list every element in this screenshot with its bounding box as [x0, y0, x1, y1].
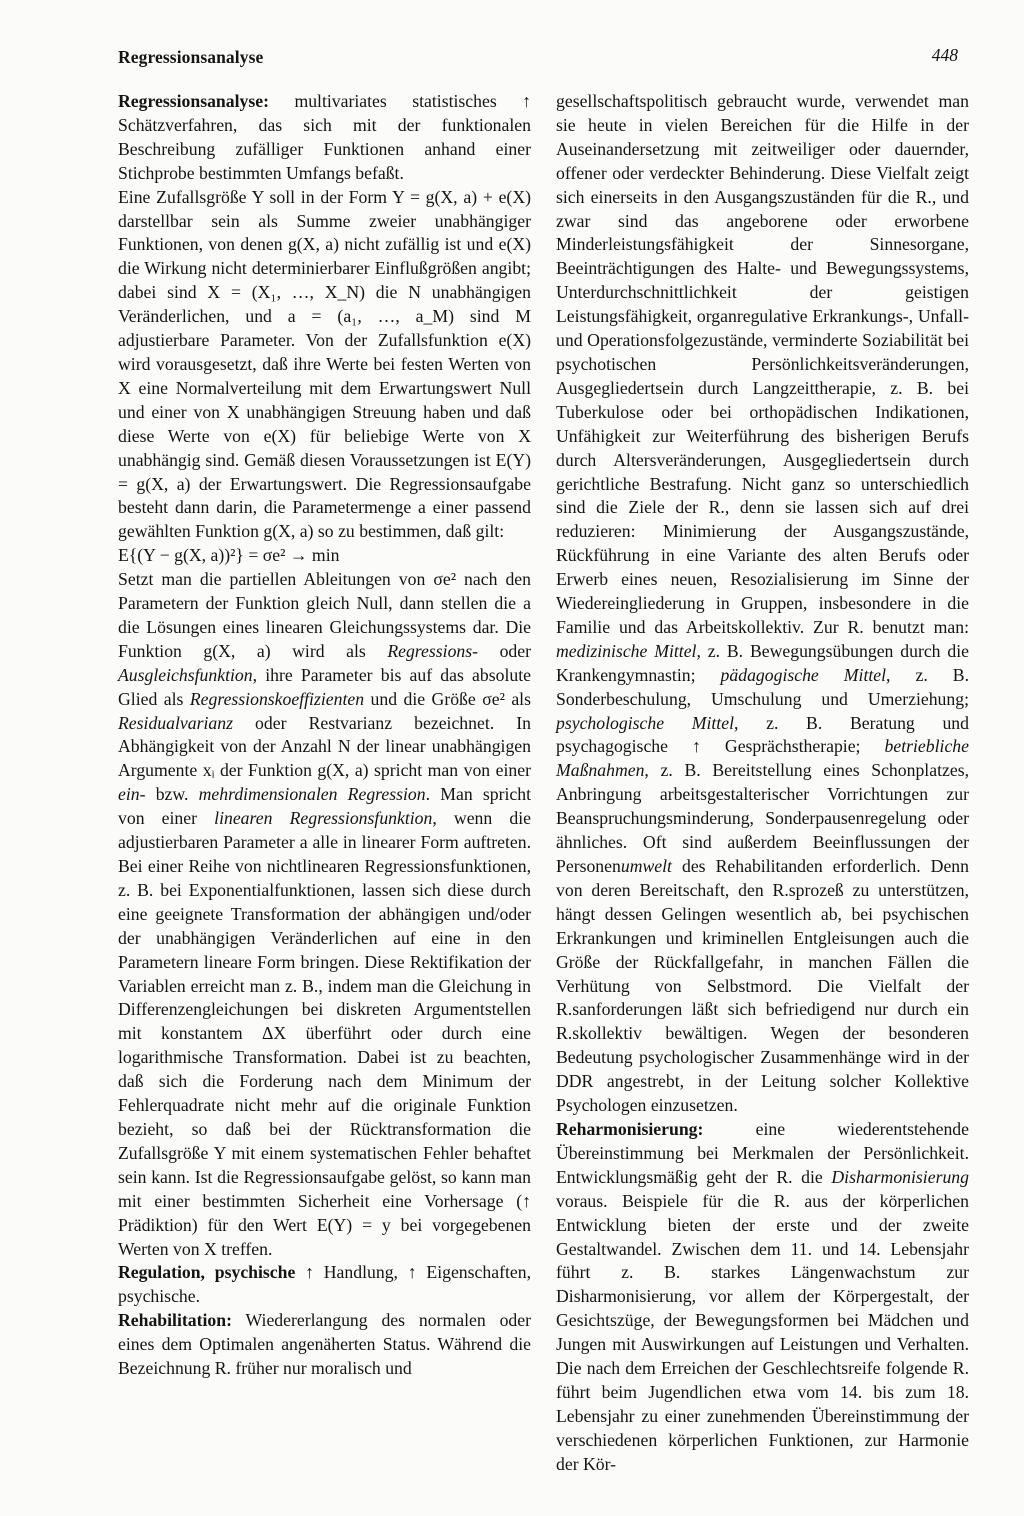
italic-term: Regressionskoeffizienten: [189, 688, 365, 709]
text-run: , z. B. Beratung und psychagogische ↑ Gesprächstherapie;: [556, 712, 969, 757]
italic-term: mehrdimensionalen Regression: [198, 784, 426, 805]
text-run: oder Restvarianz bezeichnet. In Abhängigkeit von der Anzahl N der linear unabhängigen Argumente xᵢ der Funktion g(X, a) spricht man von einer: [118, 712, 531, 781]
italic-term: pädagogische Mittel: [720, 664, 887, 685]
italic-term: umwelt: [620, 856, 672, 876]
text-run: des Rehabilitanden erforderlich. Denn von deren Bereitschaft, den R.sprozeß zu unterstützen, hängt dessen Gelingen wesentlich ab, bei psychischen Erkrankungen und kriminellen Entgleisungen auch die Größe der Rückfallgefahr, in manchen Fällen die Verhütung von Selbstmord. Die Vielfalt der R.sanforderungen läßt sich befriedigend nur durch ein R.skollektiv bewältigen. Wegen der besonderen Bedeutung psychologischer Zusammenhänge wird in der DDR angestrebt, in der Leitung solcher Kollektive Psychologen einzusetzen.: [556, 856, 969, 1116]
entry-term: Regressionsanalyse:: [118, 91, 269, 111]
entry-text: multivariates statistisches ↑ Schätzverfahren, das sich mit der funktionalen Beschreibung zufälliger Funktionen anhand einer Stichprobe bestimmten Umfangs befaßt.: [118, 91, 531, 183]
entry-text: ↑ Handlung, ↑ Eigenschaften, psychische.: [118, 1262, 531, 1307]
entry-term: Rehabilitation:: [118, 1310, 232, 1331]
entry-term: Reharmonisierung:: [556, 1118, 704, 1139]
italic-term: psychologische Mittel: [556, 712, 734, 733]
italic-term: betriebliche Maßnahmen: [556, 736, 969, 781]
entry-paragraph: Eine Zufallsgröße Y soll in der Form Y = g(X, a) + e(X) darstellbar sein als Summe zweier unabhängiger Funktionen, von denen g(X, a) nicht zufällig ist und e(X) die Wirkung nicht determinierbarer Einflußgrößen angibt; dabei sind X = (X₁, …, X_N) die N unabhängigen Veränderlichen, und a = (a₁, …, a_M) sind M adjustierbare Parameter. Von der Zufallsfunktion e(X) wird vorausgesetzt, daß ihre Werte bei festen Werten von X eine Normalverteilung mit dem Erwartungswert Null und einer von X unabhängigen Streuung haben und daß diese Werte von e(X) für beliebige Werte von X unabhängig sind. Gemäß diesen Voraussetzungen ist E(Y) = g(X, a) der Erwartungswert. Die Regressionsaufgabe besteht dann darin, die Parametermenge a einer passend gewählten Funktion g(X, a) so zu bestimmen, daß gilt:: [118, 186, 531, 542]
entry-paragraph: [118, 568, 531, 1261]
text-run: oder: [478, 640, 531, 661]
right-column: [556, 90, 969, 1477]
text-run: eine wiederentstehende Übereinstimmung bei Merkmalen der Persönlichkeit. Entwicklungsmäßig geht der R. die: [556, 1118, 969, 1187]
text-run: . Man spricht von einer: [118, 784, 531, 829]
italic-term: Disharmonisierung: [831, 1166, 969, 1187]
text-run: , wenn die adjustierbaren Parameter a alle in linearer Form auftreten. Bei einer Reihe von nichtlinearen Regressionsfunktionen, z. B. bei Exponentialfunktionen, lassen sich diese durch eine geeignete Transformation der abhängigen und/oder der unabhängigen Veränderlichen auf eine in den Parametern lineare Form bringen. Diese Rektifikation der Variablen erreicht man z. B., indem man die Gleichung in Differenzengleichungen bei diskreten Argumentstellen mit konstantem ΔX überführt oder durch eine logarithmische Transformation. Dabei ist zu beachten, daß sich die Forderung nach dem Minimum der Fehlerquadrate nicht mehr auf die originale Funktion bezieht, so daß bei der Rücktransformation die Zufallsgröße Y mit einem systematischen Fehler behaftet sein kann. Ist die Regressionsaufgabe gelöst, so kann man mit einer bestimmten Sicherheit eine Vorhersage (↑ Prädiktion) für den Wert E(Y) = y bei vorgegebenen Werten von X treffen.: [118, 808, 531, 1259]
entry-text: Wiedererlangung des normalen oder eines dem Optimalen angenäherten Status. Während die Bezeichnung R. früher nur moralisch und: [118, 1310, 531, 1379]
entry-rehabilitation-continued: [556, 90, 969, 1118]
entry-reharmonisierung: [556, 1118, 969, 1477]
text-run: , z. B. Sonderbeschulung, Umschulung und Umerziehung;: [556, 664, 969, 709]
text-run: bzw.: [145, 784, 199, 805]
entry-rehabilitation: [118, 1309, 531, 1381]
italic-term: Regressions-: [387, 640, 479, 661]
entry-regressionsanalyse: [118, 90, 531, 186]
running-head: Regressionsanalyse: [118, 47, 264, 67]
italic-term: linearen Regressionsfunktion: [214, 808, 433, 829]
text-run: Setzt man die partiellen Ableitungen von σe² nach den Parametern der Funktion gleich Null, dann stellen die a die Lösungen eines linearen Gleichungssystems dar. Die Funktion g(X, a) wird als: [118, 569, 531, 661]
page-number: 448: [931, 45, 958, 65]
italic-term: medizinische Mittel: [556, 640, 697, 661]
text-run: und die Größe σe² als: [364, 688, 531, 709]
entry-regulation: [118, 1261, 531, 1309]
italic-term: Ausgleichsfunktion: [118, 664, 253, 685]
italic-term: ein-: [118, 784, 146, 805]
formula: E{(Y − g(X, a))²} = σe² → min: [118, 545, 340, 566]
entry-term: Regulation, psychische: [118, 1262, 296, 1283]
text-run: gesellschaftspolitisch gebraucht wurde, verwendet man sie heute in vielen Bereichen für die Hilfe in der Auseinandersetzung mit zeitweiliger oder dauernder, offener oder verdeckter Behinderung. Diese Vielfalt zeigt sich einerseits in den Ausgangszuständen für die R., und zwar sind das angeborene oder erworbene Minderleistungsfähigkeit der Sinnesorgane, Beeinträchtigungen des Halte- und Bewegungssystems, Unterdurchschnittlichkeit der geistigen Leistungsfähigkeit, organregulative Erkrankungs-, Unfall- und Operationsfolgezustände, verminderte Soziabilität bei psychotischen Persönlichkeitsveränderungen, Ausgegliedertsein durch Langzeittherapie, z. B. bei Tuberkulose oder bei orthopädischen Indikationen, Unfähigkeit zur Weiterführung des bisherigen Berufs durch Altersveränderungen, Ausgegliedertsein durch gerichtliche Bestrafung. Nicht ganz so unterschiedlich sind die Ziele der R., denn sie lassen sich auf drei reduzieren: Minimierung der Ausgangszustände, Rückführung in eine Variante des alten Berufs oder Erwerb eines neuen, Resozialisierung im Sinne der Wiedereingliederung in Gruppen, insbesondere in die Familie und das Arbeitskollektiv. Zur R. benutzt man:: [556, 91, 969, 637]
left-column: [118, 90, 531, 1381]
text-run: , ihre Parameter bis auf das absolute Glied als: [118, 664, 531, 709]
italic-term: Residualvarianz: [118, 712, 233, 733]
text-run: , z. B. Bereitstellung eines Schonplatzes, Anbringung arbeitsgestalterischer Vorrichtungen zur Beanspruchungsminderung, Sonderpausenregelung oder ähnliches. Oft sind außerdem Beeinflussungen der Personen: [556, 760, 969, 876]
text-run: , z. B. Bewegungsübungen durch die Krankengymnastin;: [556, 640, 969, 685]
text-run: voraus. Beispiele für die R. aus der körperlichen Entwicklung bieten der erste und der zweite Gestaltwandel. Zwischen dem 11. und 14. Lebensjahr führt z. B. starkes Längenwachstum zur Disharmonisierung, vor allem der Körpergestalt, der Gesichtszüge, der Bewegungsformen bei Mädchen und Jungen mit Auswirkungen auf Leistungen und Verhalten. Die nach dem Erreichen der Geschlechtsreife folgende R. führt beim Jugendlichen etwa vom 14. bis zum 18. Lebensjahr zu einer zunehmenden Übereinstimmung der verschiedenen körperlichen Funktionen, zur Harmonie der Kör-: [556, 1190, 969, 1474]
